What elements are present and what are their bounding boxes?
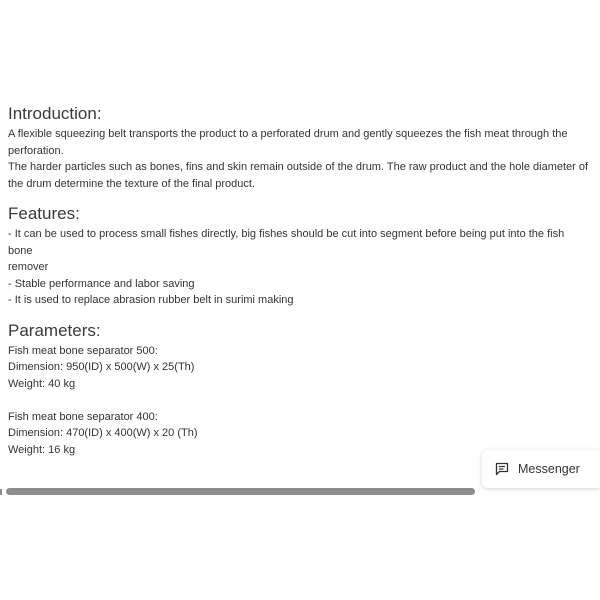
- parameters-list: [8, 343, 596, 459]
- feature-line: - It is used to replace abrasion rubber belt in surimi making: [8, 294, 294, 306]
- introduction-line: The harder particles such as bones, fins and skin remain outside of the drum. The raw product and the hole diameter of: [8, 161, 589, 173]
- introduction-text: [8, 126, 596, 192]
- model-400-weight: Weight: 16 kg: [8, 443, 76, 456]
- features-section: [8, 202, 596, 309]
- product-description: [8, 102, 596, 468]
- feature-line: - Stable performance and labor saving: [8, 277, 195, 290]
- chat-bubble-icon: [495, 462, 509, 476]
- messenger-button[interactable]: [482, 450, 600, 488]
- parameters-heading: Parameters:: [8, 320, 101, 340]
- model-500-dimension: Dimension: 950(ID) x 500(W) x 25(Th): [8, 361, 195, 373]
- introduction-section: [8, 102, 596, 192]
- feature-line: remover: [8, 261, 49, 273]
- scrollbar-left-arrow[interactable]: [0, 489, 2, 495]
- features-heading: Features:: [8, 204, 80, 223]
- model-400-name: Fish meat bone separator 400:: [8, 410, 158, 423]
- introduction-line: the drum determine the texture of the final product.: [8, 177, 256, 190]
- introduction-heading: Introduction:: [8, 104, 102, 123]
- model-500-name: Fish meat bone separator 500:: [8, 344, 158, 357]
- introduction-line: A flexible squeezing belt transports the product to a perforated drum and gently squeezes the fish meat through the: [8, 128, 568, 140]
- spacer: [8, 392, 596, 409]
- feature-line: bone: [8, 244, 33, 257]
- model-400-dimension: Dimension: 470(ID) x 400(W) x 20 (Th): [8, 427, 198, 439]
- features-list: [8, 226, 596, 309]
- feature-line: - It can be used to process small fishes directly, big fishes should be cut into segment before being put into the fish: [8, 228, 565, 240]
- parameters-section: [8, 319, 596, 459]
- scrollbar-thumb[interactable]: [6, 488, 475, 495]
- messenger-label: Messenger: [518, 462, 580, 476]
- introduction-line: perforation.: [8, 144, 64, 157]
- horizontal-scrollbar[interactable]: [0, 488, 600, 496]
- model-500-weight: Weight: 40 kg: [8, 377, 76, 390]
